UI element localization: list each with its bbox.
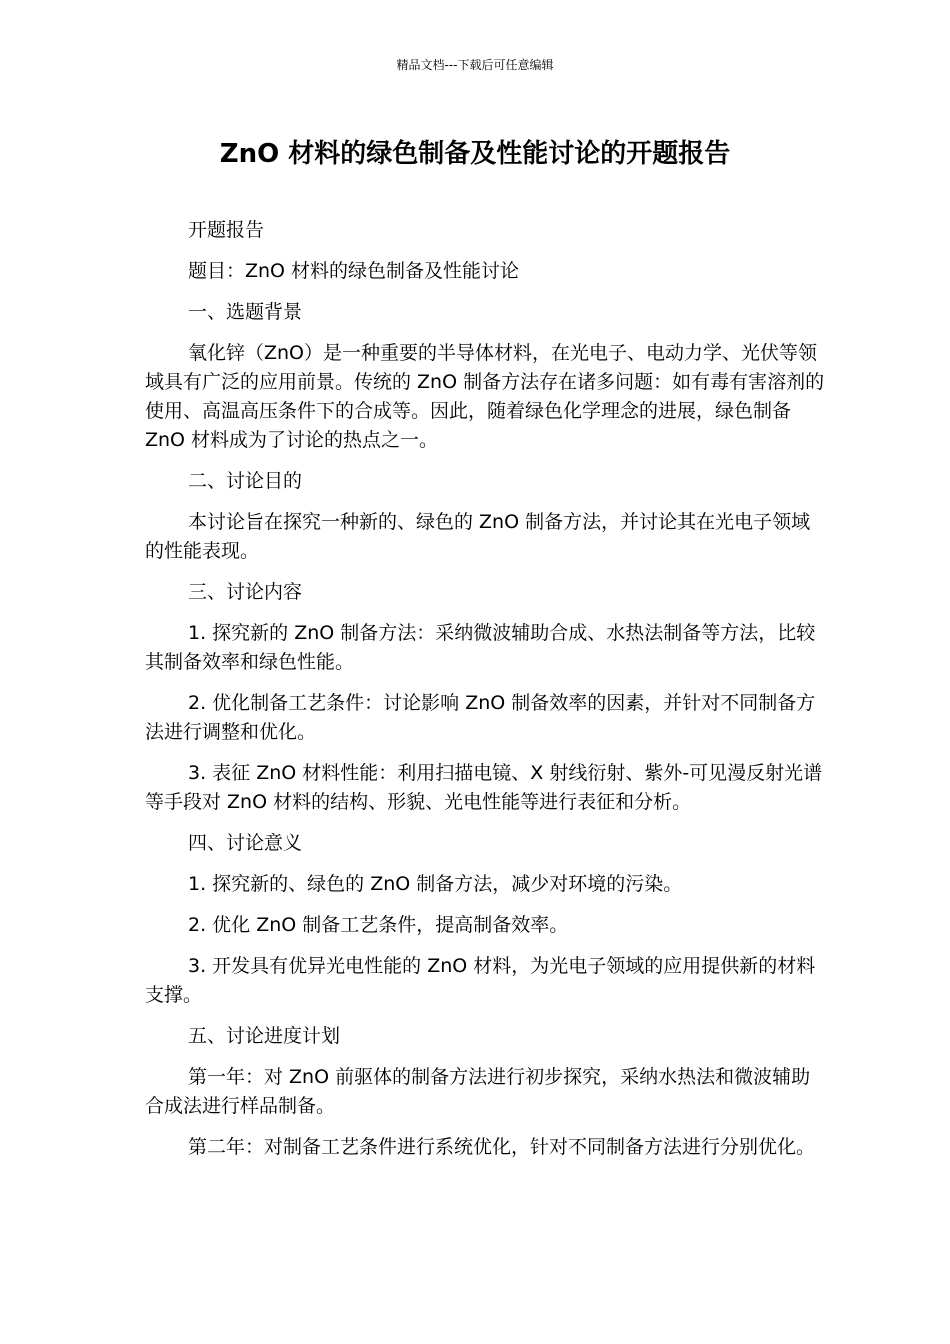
list-item-content-3: 3. 表征 ZnO 材料性能：利用扫描电镜、X 射线衍射、紫外-可见漫反射光谱等手段对 ZnO 材料的结构、形貌、光电性能等进行表征和分析。 [145, 762, 823, 813]
section-heading-purpose: 二、讨论目的 [188, 470, 303, 492]
paragraph-background: 氧化锌（ZnO）是一种重要的半导体材料，在光电子、电动力学、光伏等领域具有广泛的应用前景。传统的 ZnO 制备方法存在诸多问题：如有毒有害溶剂的使用、高温高压条件下的合成等。因此，随着绿色化学理念的进展，绿色制备 ZnO 材料成为了讨论的热点之一。 [145, 342, 825, 451]
list-item-content-2: 2. 优化制备工艺条件：讨论影响 ZnO 制备效率的因素，并针对不同制备方法进行调整和优化。 [145, 692, 816, 743]
list-item-content-1: 1. 探究新的 ZnO 制备方法：采纳微波辅助合成、水热法制备等方法，比较其制备效率和绿色性能。 [145, 622, 816, 673]
paragraph-report-label: 开题报告 [188, 219, 265, 241]
list-item-significance-2: 2. 优化 ZnO 制备工艺条件，提高制备效率。 [188, 914, 569, 936]
section-heading-significance: 四、讨论意义 [188, 832, 303, 854]
page-header: 精品文档---下载后可任意编辑 [396, 58, 554, 72]
paragraph-schedule-year-2: 第二年：对制备工艺条件进行系统优化，针对不同制备方法进行分别优化。 [188, 1136, 816, 1158]
paragraph-schedule-year-1: 第一年：对 ZnO 前驱体的制备方法进行初步探究，采纳水热法和微波辅助合成法进行样品制备。 [145, 1066, 811, 1117]
paragraph-topic: 题目：ZnO 材料的绿色制备及性能讨论 [188, 260, 520, 282]
section-heading-content: 三、讨论内容 [188, 581, 303, 603]
section-heading-background: 一、选题背景 [188, 301, 303, 323]
document-title: ZnO 材料的绿色制备及性能讨论的开题报告 [219, 139, 731, 169]
list-item-significance-1: 1. 探究新的、绿色的 ZnO 制备方法，减少对环境的污染。 [188, 873, 683, 895]
document-body [145, 216, 825, 1174]
list-item-significance-3: 3. 开发具有优异光电性能的 ZnO 材料，为光电子领域的应用提供新的材料支撑。 [145, 955, 816, 1006]
paragraph-purpose: 本讨论旨在探究一种新的、绿色的 ZnO 制备方法，并讨论其在光电子领域的性能表现。 [145, 511, 811, 562]
section-heading-schedule: 五、讨论进度计划 [188, 1025, 341, 1047]
